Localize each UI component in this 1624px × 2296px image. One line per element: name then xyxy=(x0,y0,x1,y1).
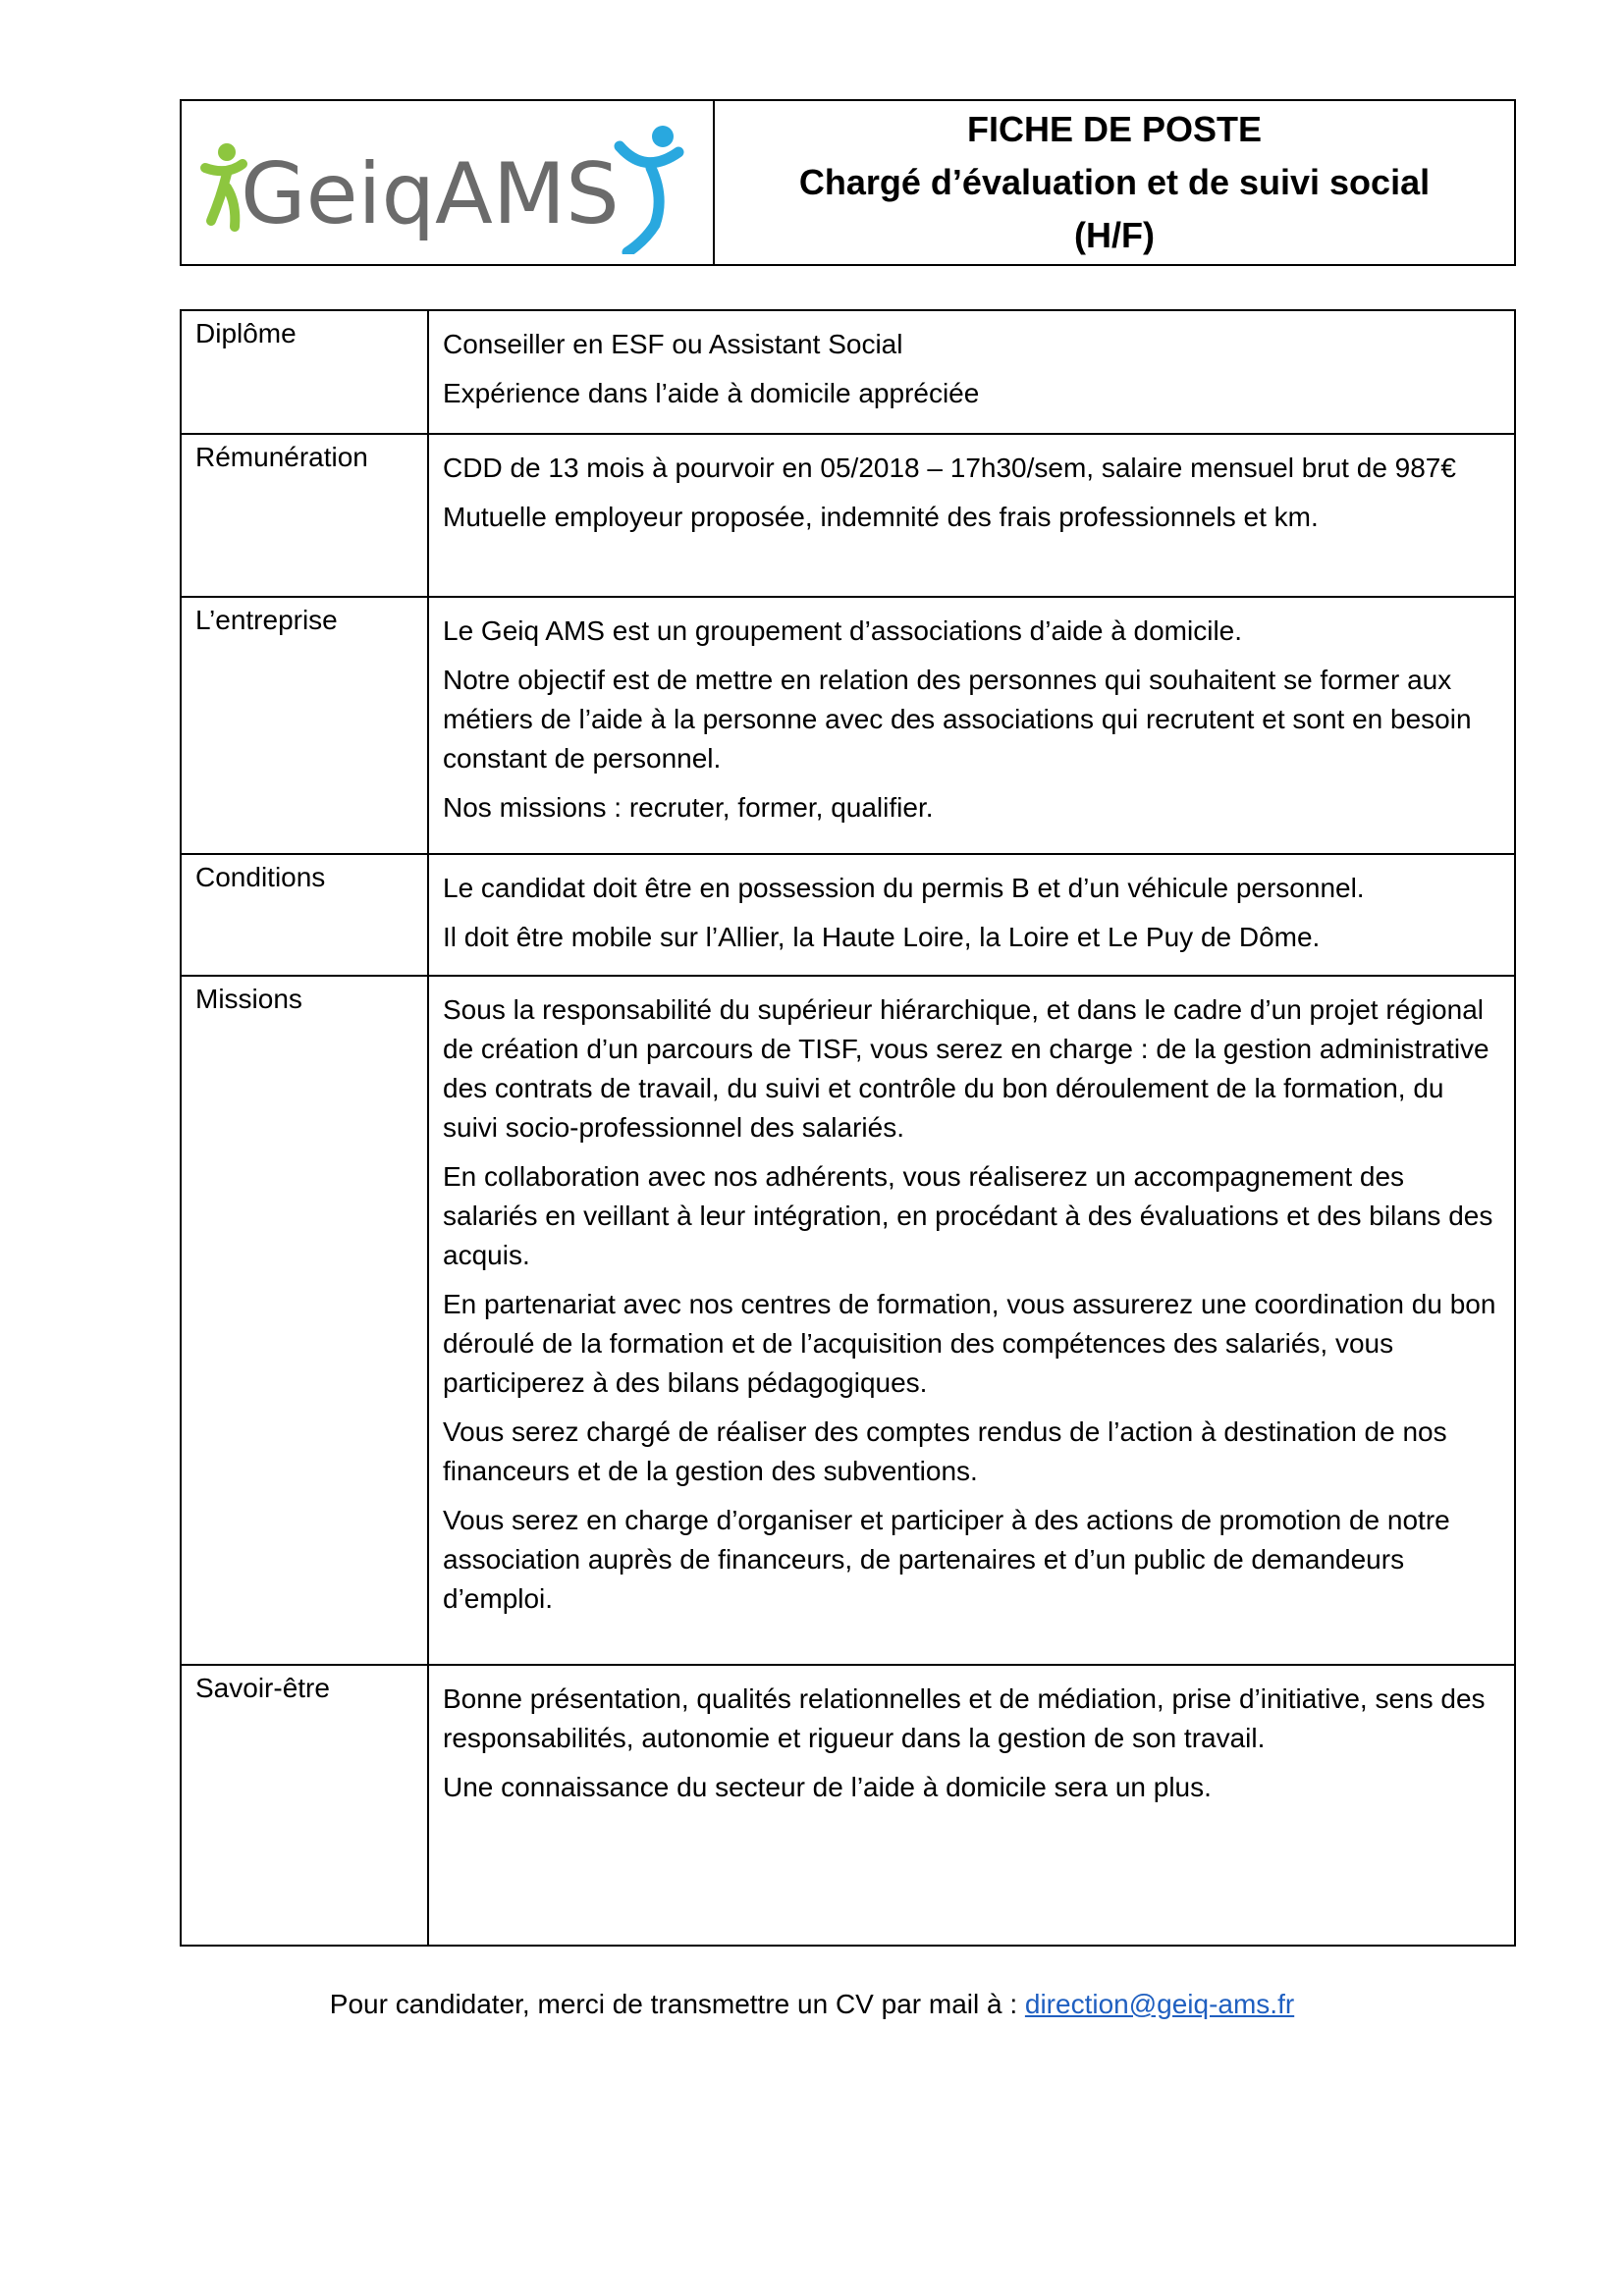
paragraph: Vous serez chargé de réaliser des comptes rendus de l’action à destination de nos financeurs et de la gestion des subventions. xyxy=(443,1416,1447,1486)
row-diplome xyxy=(181,310,1515,434)
job-title: Chargé d’évaluation et de suivi social xyxy=(798,162,1431,202)
header-box xyxy=(180,99,1516,266)
paragraph: Le candidat doit être en possession du permis B et d’un véhicule personnel. xyxy=(443,873,1365,903)
row-entreprise xyxy=(181,597,1515,854)
paragraph: Sous la responsabilité du supérieur hiérarchique, et dans le cadre d’un projet régional de création d’un parcours de TISF, vous serez en charge : de la gestion administrative des contrats de travail, du suivi et contrôle du bon déroulement de la formation, du suivi socio-professionnel des salariés. xyxy=(443,994,1489,1143)
row-label: L’entreprise xyxy=(181,597,428,854)
paragraph: Expérience dans l’aide à domicile appréciée xyxy=(443,378,980,408)
document-title: FICHE DE POSTE xyxy=(966,109,1263,149)
logo-cell xyxy=(182,101,715,264)
row-value xyxy=(428,597,1515,854)
paragraph: Nos missions : recruter, former, qualifier. xyxy=(443,792,934,823)
paragraph: Une connaissance du secteur de l’aide à domicile sera un plus. xyxy=(443,1772,1212,1802)
row-savoir-etre xyxy=(181,1665,1515,1946)
application-instructions xyxy=(0,1985,1624,2024)
contact-email-link[interactable]: direction@geiq-ams.fr xyxy=(1024,1989,1295,2019)
row-missions xyxy=(181,976,1515,1665)
paragraph: Notre objectif est de mettre en relation des personnes qui souhaitent se former aux métiers de l’aide à la personne avec des associations qui recrutent et sont en besoin constant de personnel. xyxy=(443,665,1472,774)
row-label: Rémunération xyxy=(181,434,428,597)
paragraph: CDD de 13 mois à pourvoir en 05/2018 – 17h30/sem, salaire mensuel brut de 987€ xyxy=(443,453,1456,483)
geiq-ams-logo xyxy=(197,117,698,254)
paragraph: Vous serez en charge d’organiser et participer à des actions de promotion de notre association auprès de financeurs, de partenaires et d’un public de demandeurs d’emploi. xyxy=(443,1505,1450,1614)
row-value xyxy=(428,1665,1515,1946)
paragraph: En partenariat avec nos centres de formation, vous assurerez une coordination du bon déroulé de la formation et de l’acquisition des compétences des salariés, vous participerez à des bilans pédagogiques. xyxy=(443,1289,1496,1398)
row-label: Conditions xyxy=(181,854,428,976)
row-label: Savoir-être xyxy=(181,1665,428,1946)
paragraph: Mutuelle employeur proposée, indemnité des frais professionnels et km. xyxy=(443,502,1319,532)
job-title-gender: (H/F) xyxy=(1074,215,1155,255)
row-label: Missions xyxy=(181,976,428,1665)
paragraph: Bonne présentation, qualités relationnelles et de médiation, prise d’initiative, sens des responsabilités, autonomie et rigueur dans la gestion de son travail. xyxy=(443,1683,1486,1753)
row-value xyxy=(428,976,1515,1665)
row-conditions xyxy=(181,854,1515,976)
paragraph: Il doit être mobile sur l’Allier, la Haute Loire, la Loire et Le Puy de Dôme. xyxy=(443,922,1321,952)
logo-text: GeiqAMS xyxy=(241,145,620,243)
row-remuneration xyxy=(181,434,1515,597)
paragraph: Le Geiq AMS est un groupement d’associations d’aide à domicile. xyxy=(443,615,1243,646)
row-value xyxy=(428,854,1515,976)
title-cell xyxy=(715,101,1514,264)
paragraph: Conseiller en ESF ou Assistant Social xyxy=(443,329,903,359)
footer-text: Pour candidater, merci de transmettre un CV par mail à : xyxy=(329,1989,1025,2019)
job-details-table xyxy=(180,309,1516,1947)
row-value xyxy=(428,434,1515,597)
row-label: Diplôme xyxy=(181,310,428,434)
logo-right-figure xyxy=(620,126,678,252)
row-value xyxy=(428,310,1515,434)
paragraph: En collaboration avec nos adhérents, vous réaliserez un accompagnement des salariés en veillant à leur intégration, en procédant à des évaluations et des bilans des acquis. xyxy=(443,1161,1493,1270)
logo-left-figure xyxy=(205,143,243,227)
